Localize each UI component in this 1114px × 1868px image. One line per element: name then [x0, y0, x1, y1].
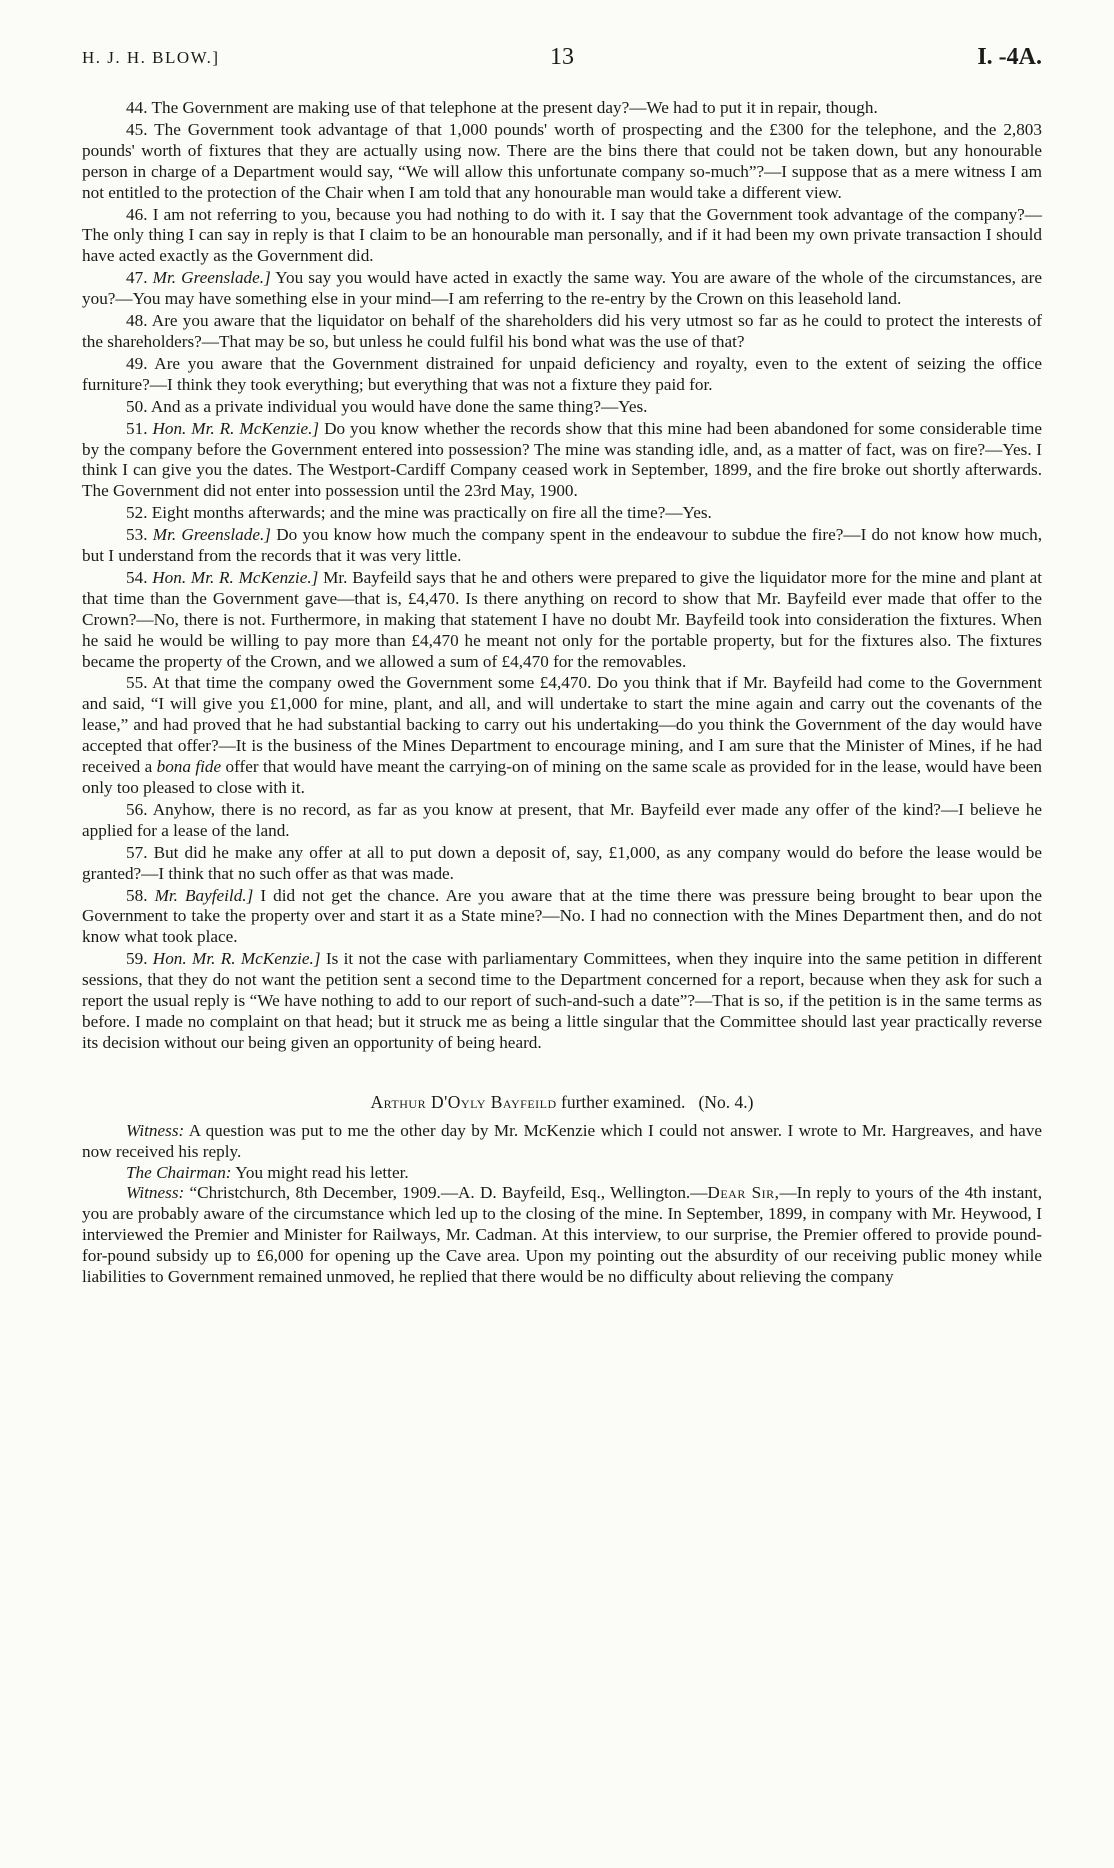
paragraph-54: 54. Hon. Mr. R. McKenzie.] Mr. Bayfeild says that he and others were prepared to give the liquidator more for the mine and plant at that time than the Government gave—that is, £4,470. Is there anything on record to show that Mr. Bayfeild ever made that offer to the Crown?—No, there is not. Furthermore, in making that statement I have no doubt Mr. Bayfeild took into consideration the fixtures. When he said he would be willing to pay more than £4,470 he meant not only for the portable property, but for the fixtures also. The fixtures became the property of the Crown, and we allowed a sum of £4,470 for the removables. — [82, 567, 1043, 671]
page-body — [82, 98, 1042, 1288]
examination-number: (No. 4.) — [698, 1091, 754, 1112]
paragraph-44: 44. The Government are making use of that telephone at the present day?—We had to put it in repair, though. — [126, 98, 878, 117]
paragraph-47: 47. Mr. Greenslade.] You say you would have acted in exactly the same way. You are aware of the whole of the circumstances, are you?—You may have something else in your mind—I am referring to the re-entry by the Crown on this leasehold land. — [82, 268, 1042, 309]
paragraph-58: 58. Mr. Bayfeild.] I did not get the chance. Are you aware that at the time there was pressure being brought to bear upon the Government to take the property over and start it as a State mine?—No. I had no connection with the Mines Department then, and do not know what took place. — [82, 885, 1043, 947]
running-head: H. J. H. BLOW.] — [82, 48, 220, 67]
paragraph-59: 59. Hon. Mr. R. McKenzie.] Is it not the case with parliamentary Committees, when they inquire into the same petition in different sessions, that they do not want the petition sent a second time to the Department concerned for a report, because when they ask for such a report the usual reply is “We have nothing to add to our report of such-and-such a date”?—That is so, if the petition is in the same terms as before. I made no complaint on that head; but it struck me as being a little singular that the Committee should last year practically reverse its decision without our being given an opportunity of being heard. — [82, 949, 1042, 1052]
speaker-label: Hon. Mr. R. McKenzie.] — [152, 949, 321, 969]
speaker-label: Mr. Greenslade.] — [152, 525, 271, 545]
paragraph-52: 52. Eight months afterwards; and the mine was practically on fire all the time?—Yes. — [126, 503, 712, 523]
section-heading: Arthur D'Oyly Bayfeild further examined. (No. 4.) — [370, 1091, 754, 1112]
speaker-label: Witness: — [126, 1183, 185, 1203]
italic-phrase: bona fide — [156, 757, 222, 777]
speaker-label: Hon. Mr. R. McKenzie.] — [152, 418, 320, 438]
paragraph-49: 49. Are you aware that the Government distrained for unpaid deficiency and royalty, even to the extent of seizing the office furniture?—I think they took everything; but everything that was not a fixture they paid for. — [82, 353, 1042, 394]
speaker-label: Witness: — [126, 1120, 185, 1140]
page-number: 13 — [550, 44, 574, 70]
speaker-label: Mr. Greenslade.] — [152, 268, 271, 288]
chairman-statement: The Chairman: You might read his letter. — [126, 1162, 409, 1182]
paper-reference: I. -4A. — [977, 44, 1042, 70]
witness-name: Arthur D'Oyly Bayfeild — [370, 1091, 557, 1112]
page-header — [82, 44, 1042, 80]
speaker-label: Hon. Mr. R. McKenzie.] — [152, 567, 319, 587]
paragraph-53: 53. Mr. Greenslade.] Do you know how much the company spent in the endeavour to subdue the fire?—I do not know how much, but I understand from the records that it was very little. — [82, 525, 1042, 566]
speaker-label: The Chairman: — [126, 1162, 232, 1182]
letter-salutation: Dear Sir, — [707, 1183, 780, 1203]
letter-reading: Witness: “Christchurch, 8th December, 1909.—A. D. Bayfeild, Esq., Wellington.—Dear Sir,—In reply to yours of the 4th instant, you are probably aware of the circumstance which led up to the closing of the mine. In September, 1899, in company with Mr. Heywood, I interviewed the Premier and Minister for Railways, Mr. Cadman. At this interview, to our surprise, the Premier offered to provide pound-for-pound subsidy up to £6,000 for opening up the Cave area. Upon my pointing out the absurdity of our receiving public money while liabilities to Government remained unmoved, he replied that there would be no difficulty about relieving the company — [82, 1183, 1042, 1287]
paragraph-46: 46. I am not referring to you, because you had nothing to do with it. I say that the Government took advantage of the company?—The only thing I can say in reply is that I claim to be an honourable man personally, and if it had been my own private transaction I should have acted exactly as the Government did. — [82, 204, 1042, 266]
paragraph-50: 50. And as a private individual you would have done the same thing?—Yes. — [126, 396, 648, 416]
speaker-label: Mr. Bayfeild.] — [154, 885, 254, 905]
paragraph-56: 56. Anyhow, there is no record, as far as you know at present, that Mr. Bayfeild ever made any offer of the kind?—I believe he applied for a lease of the land. — [82, 799, 1042, 840]
witness-statement: Witness: A question was put to me the other day by Mr. McKenzie which I could not answer. I wrote to Mr. Hargreaves, and have now received his reply. — [82, 1120, 1042, 1161]
paragraph-48: 48. Are you aware that the liquidator on behalf of the shareholders did his very utmost so far as he could to protect the interests of the shareholders?—That may be so, but unless he could fulfil his bond what was the use of that? — [82, 311, 1042, 351]
paragraph-55: 55. At that time the company owed the Government some £4,470. Do you think that if Mr. Bayfeild had come to the Government and said, “I will give you £1,000 for mine, plant, and all, and will undertake to start the mine again and carry out the covenants of the lease,” and had proved that he had substantial backing to carry out his undertaking—do you think the Government of the day would have accepted that offer?—It is the business of the Mines Department to encourage mining, and I am sure that the Minister of Mines, if he had received a bona fide offer that would have meant the carrying-on of mining on the same scale as provided for in the lease, would have been only too pleased to close with it. — [82, 673, 1042, 797]
paragraph-51: 51. Hon. Mr. R. McKenzie.] Do you know whether the records show that this mine had been abandoned for some considerable time by the company before the Government entered into possession? The mine was standing idle, and, as a matter of fact, was on fire?—Yes. I think I can give you the dates. The Westport-Cardiff Company ceased work in September, 1899, and the fire broke out shortly afterwards. The Government did not enter into possession until the 23rd May, 1900. — [82, 418, 1043, 501]
paragraph-45: 45. The Government took advantage of that 1,000 pounds' worth of prospecting and the £300 for the telephone, and the 2,803 pounds' worth of fixtures that they are actually using now. There are the bins there that could not be taken down, but any honourable person in charge of a Department would say, “We will allow this unfortunate company so-much”?—I suppose that as a mere witness I am not entitled to the protection of the Chair when I am told that any honourable man would take a different view. — [82, 119, 1042, 202]
paragraph-57: 57. But did he make any offer at all to put down a deposit of, say, £1,000, as any company would do before the lease would be granted?—I think that no such offer as that was made. — [82, 842, 1043, 883]
